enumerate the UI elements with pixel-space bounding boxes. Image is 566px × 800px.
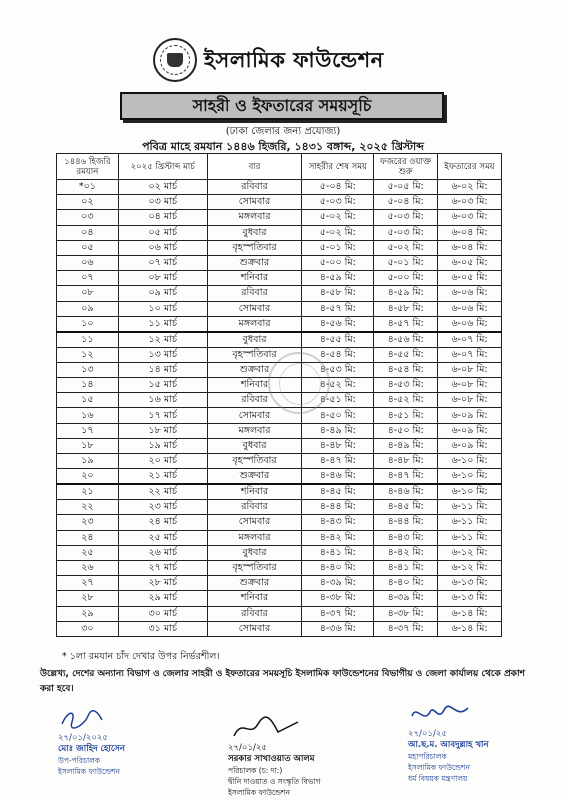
signature-right-ministry: ধর্ম বিষয়ক মন্ত্রণালয়	[408, 774, 468, 783]
cell-iftar-time: ৬-০৪ মি:	[438, 225, 502, 240]
cell-ramadan-day: ১১	[57, 332, 119, 348]
table-row	[57, 438, 502, 453]
cell-march-date: ১০ মার্চ	[118, 301, 207, 316]
table-row	[57, 576, 502, 591]
signature-left-title: উপ-পরিচালক	[58, 756, 101, 765]
table-row	[57, 195, 502, 210]
watermark-seal-icon	[268, 352, 330, 414]
cell-ramadan-day: ০৯	[57, 301, 119, 316]
cell-weekday: শনিবার	[207, 378, 302, 393]
cell-ramadan-day: ১৯	[57, 454, 119, 469]
cell-weekday: সোমবার	[207, 515, 302, 530]
table-row	[57, 621, 502, 636]
cell-march-date: ২৭ মার্চ	[118, 560, 207, 575]
cell-iftar-time: ৬-১৩ মি:	[438, 576, 502, 591]
cell-iftar-time: ৬-০৩ মি:	[438, 210, 502, 225]
cell-ramadan-day: *০১	[57, 180, 119, 195]
cell-ramadan-day: ১২	[57, 347, 119, 362]
cell-march-date: ২১ মার্চ	[118, 469, 207, 485]
cell-weekday: বুধবার	[207, 332, 302, 348]
signature-middle-title: পরিচালক (চ: দা:)	[228, 766, 283, 775]
cell-ramadan-day: ১৮	[57, 438, 119, 453]
col-header-day: বার	[207, 154, 302, 180]
notice: উল্লেখ্য, দেশের অন্যান্য বিভাগ ও জেলার সাহরী ও ইফতারের সময়সূচি ইসলামিক ফাউন্ডেশনের বিভাগীয় ও জেলা কার্যালয় থেকে প্রকাশ করা হবে।	[40, 669, 525, 694]
cell-sehri-end: ৫-০১ মি:	[302, 240, 374, 255]
cell-fajr-start: ৪-৫৫ মি:	[374, 347, 438, 362]
cell-sehri-end: ৪-৪৪ মি:	[302, 500, 374, 515]
signature-middle-date: ২৭/০১/২৫	[228, 743, 267, 753]
cell-march-date: ১৭ মার্চ	[118, 408, 207, 423]
cell-weekday: রবিবার	[207, 393, 302, 408]
signature-right-org: ইসলামিক ফাউন্ডেশন	[408, 763, 470, 772]
cell-iftar-time: ৬-১৩ মি:	[438, 591, 502, 606]
cell-ramadan-day: ০৫	[57, 240, 119, 255]
cell-sehri-end: ৪-৩৭ মি:	[302, 606, 374, 621]
cell-iftar-time: ৬-০২ মি:	[438, 180, 502, 195]
table-row	[57, 240, 502, 255]
cell-march-date: ১৪ মার্চ	[118, 362, 207, 377]
cell-fajr-start: ৪-৫৩ মি:	[374, 378, 438, 393]
cell-sehri-end: ৪-৪৩ মি:	[302, 515, 374, 530]
col-header-iftar: ইফতারের সময়	[438, 154, 502, 180]
org-name: ইসলামিক ফাউন্ডেশন	[204, 48, 384, 72]
table-row	[57, 515, 502, 530]
cell-iftar-time: ৬-১০ মি:	[438, 469, 502, 485]
cell-sehri-end: ৪-৪৫ মি:	[302, 484, 374, 500]
cell-ramadan-day: ১০	[57, 316, 119, 332]
cell-sehri-end: ৫-০৩ মি:	[302, 195, 374, 210]
cell-weekday: বুধবার	[207, 225, 302, 240]
date-line: পবিত্র মাহে রমযান ১৪৪৬ হিজরি, ১৪৩১ বঙ্গাব্দ, ২০২৫ খ্রিস্টাব্দ	[142, 140, 424, 153]
cell-sehri-end: ৪-৩৯ মি:	[302, 576, 374, 591]
cell-weekday: মঙ্গলবার	[207, 423, 302, 438]
cell-weekday: রবিবার	[207, 500, 302, 515]
cell-march-date: ১৬ মার্চ	[118, 393, 207, 408]
cell-fajr-start: ৪-৫৬ মি:	[374, 332, 438, 348]
cell-sehri-end: ৪-৫১ মি:	[302, 393, 374, 408]
cell-ramadan-day: ২৫	[57, 545, 119, 560]
cell-fajr-start: ৪-৩৯ মি:	[374, 591, 438, 606]
cell-march-date: ০২ মার্চ	[118, 180, 207, 195]
table-row	[57, 500, 502, 515]
cell-fajr-start: ৪-৫১ মি:	[374, 408, 438, 423]
signature-right-title: মহাপরিচালক	[408, 752, 447, 761]
cell-sehri-end: ৫-০২ মি:	[302, 225, 374, 240]
col-header-fajr: ফজরের ওয়াক্ত শুরু	[374, 154, 438, 180]
cell-weekday: শনিবার	[207, 271, 302, 286]
cell-sehri-end: ৫-০২ মি:	[302, 210, 374, 225]
cell-weekday: শুক্রবার	[207, 469, 302, 485]
cell-march-date: ১৩ মার্চ	[118, 347, 207, 362]
signature-right-date: ২৭/০১/২৫	[408, 729, 447, 739]
signature-middle-name: সরকার সাখাওয়াত আলম	[228, 754, 315, 764]
cell-weekday: রবিবার	[207, 606, 302, 621]
cell-iftar-time: ৬-১১ মি:	[438, 530, 502, 545]
cell-fajr-start: ৪-৫৯ মি:	[374, 286, 438, 301]
cell-fajr-start: ৪-৫৪ মি:	[374, 362, 438, 377]
table-row	[57, 454, 502, 469]
table-header-row	[57, 154, 502, 180]
cell-weekday: শনিবার	[207, 484, 302, 500]
title-box	[120, 92, 444, 120]
cell-iftar-time: ৬-০৯ মি:	[438, 438, 502, 453]
cell-ramadan-day: ১৬	[57, 408, 119, 423]
table-row	[57, 606, 502, 621]
cell-ramadan-day: ০২	[57, 195, 119, 210]
cell-fajr-start: ৪-৪৭ মি:	[374, 469, 438, 485]
cell-march-date: ২৯ মার্চ	[118, 591, 207, 606]
cell-sehri-end: ৪-৪১ মি:	[302, 545, 374, 560]
table-row	[57, 301, 502, 316]
cell-iftar-time: ৬-০৮ মি:	[438, 393, 502, 408]
cell-fajr-start: ৪-৪৯ মি:	[374, 438, 438, 453]
signature-left	[58, 706, 148, 777]
page-title: সাহরী ও ইফতারের সময়সূচি	[192, 96, 372, 115]
cell-sehri-end: ৪-৪৮ মি:	[302, 438, 374, 453]
table-row	[57, 180, 502, 195]
cell-ramadan-day: ২৩	[57, 515, 119, 530]
cell-march-date: ৩০ মার্চ	[118, 606, 207, 621]
cell-weekday: মঙ্গলবার	[207, 210, 302, 225]
signature-left-date: ২৭/০১/২০২৫	[58, 733, 108, 743]
cell-ramadan-day: ০৭	[57, 271, 119, 286]
signature-right-name: আ.ছ.ম. আবদুল্লাহ খান	[408, 740, 489, 750]
cell-weekday: রবিবার	[207, 180, 302, 195]
cell-fajr-start: ৫-০৩ মি:	[374, 210, 438, 225]
cell-iftar-time: ৬-০৭ মি:	[438, 347, 502, 362]
cell-fajr-start: ৪-৫০ মি:	[374, 423, 438, 438]
cell-march-date: ০৩ মার্চ	[118, 195, 207, 210]
cell-iftar-time: ৬-০৬ মি:	[438, 301, 502, 316]
cell-fajr-start: ৫-০১ মি:	[374, 255, 438, 270]
cell-sehri-end: ৪-৪২ মি:	[302, 530, 374, 545]
cell-iftar-time: ৬-১৪ মি:	[438, 621, 502, 636]
table-row	[57, 545, 502, 560]
cell-fajr-start: ৫-০২ মি:	[374, 240, 438, 255]
signature-right	[408, 702, 498, 784]
cell-iftar-time: ৬-১১ মি:	[438, 515, 502, 530]
cell-march-date: ১৫ মার্চ	[118, 378, 207, 393]
cell-ramadan-day: ৩০	[57, 621, 119, 636]
cell-sehri-end: ৪-৫২ মি:	[302, 378, 374, 393]
cell-march-date: ০৯ মার্চ	[118, 286, 207, 301]
cell-fajr-start: ৪-৪৪ মি:	[374, 515, 438, 530]
signature-middle-dept: দ্বীনি দাওয়াত ও সংস্কৃতি বিভাগ	[228, 777, 321, 786]
cell-weekday: বৃহস্পতিবার	[207, 560, 302, 575]
cell-sehri-end: ৪-৫৫ মি:	[302, 332, 374, 348]
cell-ramadan-day: ২৪	[57, 530, 119, 545]
cell-fajr-start: ৫-০৫ মি:	[374, 180, 438, 195]
signature-left-name: মোঃ জাহিদ হোসেন	[58, 744, 125, 754]
cell-weekday: বৃহস্পতিবার	[207, 454, 302, 469]
cell-ramadan-day: ২২	[57, 500, 119, 515]
cell-iftar-time: ৬-০৬ মি:	[438, 316, 502, 332]
cell-weekday: সোমবার	[207, 621, 302, 636]
cell-weekday: মঙ্গলবার	[207, 316, 302, 332]
cell-ramadan-day: ২৭	[57, 576, 119, 591]
cell-iftar-time: ৬-১৪ মি:	[438, 606, 502, 621]
cell-iftar-time: ৬-১২ মি:	[438, 560, 502, 575]
table-row	[57, 286, 502, 301]
table-row	[57, 316, 502, 332]
cell-weekday: রবিবার	[207, 286, 302, 301]
cell-sehri-end: ৪-৫৭ মি:	[302, 301, 374, 316]
cell-fajr-start: ৪-৪০ মি:	[374, 576, 438, 591]
col-header-date: ২০২৫ খ্রিস্টাব্দ মার্চ	[118, 154, 207, 180]
cell-march-date: ১১ মার্চ	[118, 316, 207, 332]
cell-march-date: ২০ মার্চ	[118, 454, 207, 469]
cell-fajr-start: ৫-০০ মি:	[374, 271, 438, 286]
cell-fajr-start: ৪-৩৭ মি:	[374, 621, 438, 636]
cell-iftar-time: ৬-০৫ মি:	[438, 271, 502, 286]
cell-fajr-start: ৫-০৪ মি:	[374, 195, 438, 210]
cell-weekday: শুক্রবার	[207, 255, 302, 270]
cell-fajr-start: ৪-৪১ মি:	[374, 560, 438, 575]
cell-iftar-time: ৬-১২ মি:	[438, 545, 502, 560]
cell-march-date: ১৮ মার্চ	[118, 423, 207, 438]
cell-iftar-time: ৬-১০ মি:	[438, 454, 502, 469]
signature-left-dept: ইসলামিক ফাউন্ডেশন	[58, 767, 120, 776]
cell-ramadan-day: ০৬	[57, 255, 119, 270]
cell-ramadan-day: ০৮	[57, 286, 119, 301]
signature-middle	[228, 716, 321, 798]
cell-ramadan-day: ২৬	[57, 560, 119, 575]
cell-iftar-time: ৬-০৮ মি:	[438, 378, 502, 393]
islamic-foundation-logo-icon	[153, 38, 197, 82]
table-row	[57, 408, 502, 423]
cell-iftar-time: ৬-০৬ মি:	[438, 286, 502, 301]
cell-weekday: শুক্রবার	[207, 362, 302, 377]
signature-middle-org: ইসলামিক ফাউন্ডেশন	[228, 788, 290, 797]
cell-fajr-start: ৪-৫৮ মি:	[374, 301, 438, 316]
table-row	[57, 423, 502, 438]
cell-iftar-time: ৬-০৭ মি:	[438, 332, 502, 348]
cell-sehri-end: ৪-৫৯ মি:	[302, 271, 374, 286]
cell-iftar-time: ৬-০৩ মি:	[438, 195, 502, 210]
cell-march-date: ২৫ মার্চ	[118, 530, 207, 545]
cell-march-date: ৩১ মার্চ	[118, 621, 207, 636]
cell-weekday: সোমবার	[207, 195, 302, 210]
col-header-ramadan: ১৪৪৬ হিজরি রমযান	[57, 154, 119, 180]
cell-weekday: বৃহস্পতিবার	[207, 347, 302, 362]
table-row	[57, 332, 502, 348]
cell-march-date: ২৮ মার্চ	[118, 576, 207, 591]
table-row	[57, 210, 502, 225]
cell-ramadan-day: ২০	[57, 469, 119, 485]
cell-weekday: মঙ্গলবার	[207, 530, 302, 545]
table-row	[57, 469, 502, 485]
cell-fajr-start: ৪-৩৮ মি:	[374, 606, 438, 621]
cell-weekday: বুধবার	[207, 438, 302, 453]
cell-sehri-end: ৪-৩৮ মি:	[302, 591, 374, 606]
cell-sehri-end: ৪-৪৭ মি:	[302, 454, 374, 469]
cell-march-date: ২৩ মার্চ	[118, 500, 207, 515]
signature-scribble-icon	[228, 716, 318, 740]
header	[0, 38, 566, 94]
cell-fajr-start: ৪-৪৬ মি:	[374, 484, 438, 500]
footnote: * ১লা রমযান চাঁদ দেখার উপর নির্ভরশীল।	[62, 651, 220, 662]
cell-fajr-start: ৪-৫৭ মি:	[374, 316, 438, 332]
cell-fajr-start: ৪-৫২ মি:	[374, 393, 438, 408]
cell-ramadan-day: ১৫	[57, 393, 119, 408]
cell-iftar-time: ৬-০৫ মি:	[438, 255, 502, 270]
cell-march-date: ২৪ মার্চ	[118, 515, 207, 530]
cell-sehri-end: ৫-০০ মি:	[302, 255, 374, 270]
table-row	[57, 530, 502, 545]
cell-weekday: শনিবার	[207, 591, 302, 606]
table-row	[57, 591, 502, 606]
cell-sehri-end: ৪-৪৬ মি:	[302, 469, 374, 485]
cell-weekday: শুক্রবার	[207, 576, 302, 591]
signature-scribble-icon	[408, 702, 498, 726]
cell-ramadan-day: ২১	[57, 484, 119, 500]
cell-sehri-end: ৪-৪৯ মি:	[302, 423, 374, 438]
cell-march-date: ০৭ মার্চ	[118, 255, 207, 270]
cell-sehri-end: ৪-৪০ মি:	[302, 560, 374, 575]
cell-ramadan-day: ১৭	[57, 423, 119, 438]
cell-iftar-time: ৬-০৪ মি:	[438, 240, 502, 255]
cell-fajr-start: ৫-০৩ মি:	[374, 225, 438, 240]
cell-march-date: ০৮ মার্চ	[118, 271, 207, 286]
cell-ramadan-day: ১৩	[57, 362, 119, 377]
signature-scribble-icon	[58, 706, 148, 730]
cell-march-date: ১৯ মার্চ	[118, 438, 207, 453]
cell-sehri-end: ৫-০৪ মি:	[302, 180, 374, 195]
cell-ramadan-day: ১৪	[57, 378, 119, 393]
cell-weekday: সোমবার	[207, 408, 302, 423]
cell-sehri-end: ৪-৫৮ মি:	[302, 286, 374, 301]
cell-sehri-end: ৪-৫০ মি:	[302, 408, 374, 423]
table-row	[57, 484, 502, 500]
cell-iftar-time: ৬-১১ মি:	[438, 500, 502, 515]
cell-ramadan-day: ২৯	[57, 606, 119, 621]
cell-sehri-end: ৪-৫৪ মি:	[302, 347, 374, 362]
cell-ramadan-day: ০৪	[57, 225, 119, 240]
table-row	[57, 271, 502, 286]
cell-sehri-end: ৪-৩৬ মি:	[302, 621, 374, 636]
cell-iftar-time: ৬-০৯ মি:	[438, 423, 502, 438]
cell-sehri-end: ৪-৫৩ মি:	[302, 362, 374, 377]
cell-sehri-end: ৪-৫৬ মি:	[302, 316, 374, 332]
cell-fajr-start: ৪-৪৮ মি:	[374, 454, 438, 469]
cell-march-date: ০৫ মার্চ	[118, 225, 207, 240]
cell-ramadan-day: ২৮	[57, 591, 119, 606]
cell-march-date: ২২ মার্চ	[118, 484, 207, 500]
col-header-sehri: সাহরীর শেষ সময়	[302, 154, 374, 180]
cell-march-date: ২৬ মার্চ	[118, 545, 207, 560]
cell-iftar-time: ৬-০৯ মি:	[438, 408, 502, 423]
subtitle: (ঢাকা জেলার জন্য প্রযোজ্য)	[225, 126, 341, 137]
cell-iftar-time: ৬-০৮ মি:	[438, 362, 502, 377]
table-row	[57, 560, 502, 575]
table-row	[57, 225, 502, 240]
cell-march-date: ০৪ মার্চ	[118, 210, 207, 225]
cell-fajr-start: ৪-৪২ মি:	[374, 545, 438, 560]
cell-ramadan-day: ০৩	[57, 210, 119, 225]
cell-weekday: সোমবার	[207, 301, 302, 316]
cell-weekday: বৃহস্পতিবার	[207, 240, 302, 255]
cell-march-date: ১২ মার্চ	[118, 332, 207, 348]
cell-fajr-start: ৪-৪৩ মি:	[374, 530, 438, 545]
cell-weekday: বুধবার	[207, 545, 302, 560]
cell-march-date: ০৬ মার্চ	[118, 240, 207, 255]
cell-fajr-start: ৪-৪৫ মি:	[374, 500, 438, 515]
table-row	[57, 255, 502, 270]
cell-iftar-time: ৬-১০ মি:	[438, 484, 502, 500]
